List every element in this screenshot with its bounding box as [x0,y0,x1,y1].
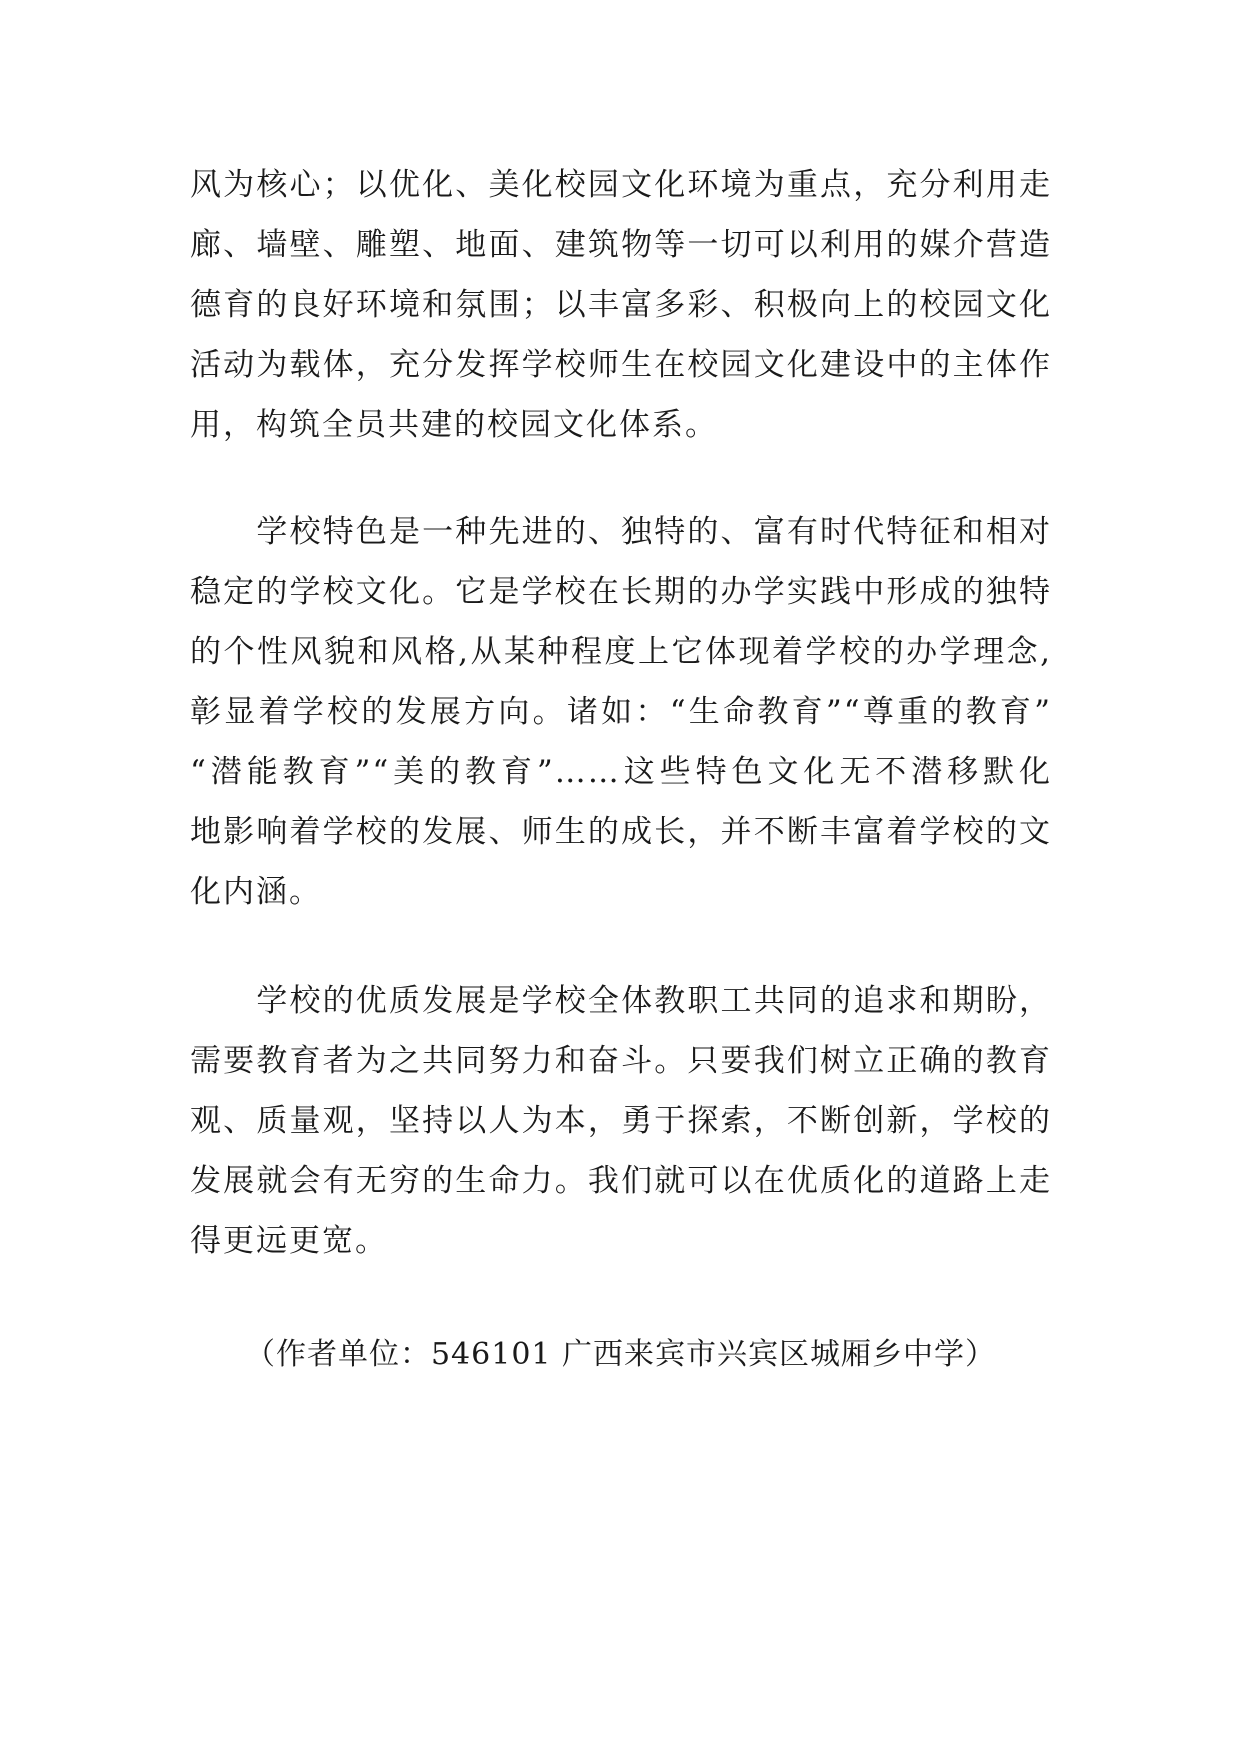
paragraph-line: “潜能教育”“美的教育”……这些特色文化无不潜移默化 [190,754,1052,790]
paragraph-line: 廊、墙壁、雕塑、地面、建筑物等一切可以利用的媒介营造 [190,227,1052,263]
paragraph-3 [190,971,1052,1271]
paragraph-line: 风为核心；以优化、美化校园文化环境为重点，充分利用走 [190,167,1052,203]
paragraph-line: 化内涵。 [190,874,322,910]
paragraph-2 [190,502,1052,922]
paragraph-line: 用，构筑全员共建的校园文化体系。 [190,407,718,443]
paragraph-1 [190,155,1052,455]
paragraph-line: 地影响着学校的发展、师生的成长，并不断丰富着学校的文 [190,814,1052,850]
paragraph-line: 德育的良好环境和氛围；以丰富多彩、积极向上的校园文化 [190,287,1052,323]
paragraph-line: 学校特色是一种先进的、独特的、富有时代特征和相对 [190,514,1052,550]
paragraph-line: 得更远更宽。 [190,1223,388,1259]
paragraph-line: 的个性风貌和风格,从某种程度上它体现着学校的办学理念, [190,634,1052,670]
paragraph-line: 需要教育者为之共同努力和奋斗。只要我们树立正确的教育 [190,1043,1052,1079]
paragraph-line: 观、质量观，坚持以人为本，勇于探索，不断创新，学校的 [190,1103,1052,1139]
paragraph-line: 活动为载体，充分发挥学校师生在校园文化建设中的主体作 [190,347,1052,383]
paragraph-line: 发展就会有无穷的生命力。我们就可以在优质化的道路上走 [190,1163,1052,1199]
paragraph-line: 彰显着学校的发展方向。诸如：“生命教育”“尊重的教育” [190,694,1052,730]
paragraph-line: 学校的优质发展是学校全体教职工共同的追求和期盼， [190,983,1052,1019]
paragraph-line: 稳定的学校文化。它是学校在长期的办学实践中形成的独特 [190,574,1052,610]
author-unit: （作者单位：546101 广西来宾市兴宾区城厢乡中学） [244,1337,997,1372]
